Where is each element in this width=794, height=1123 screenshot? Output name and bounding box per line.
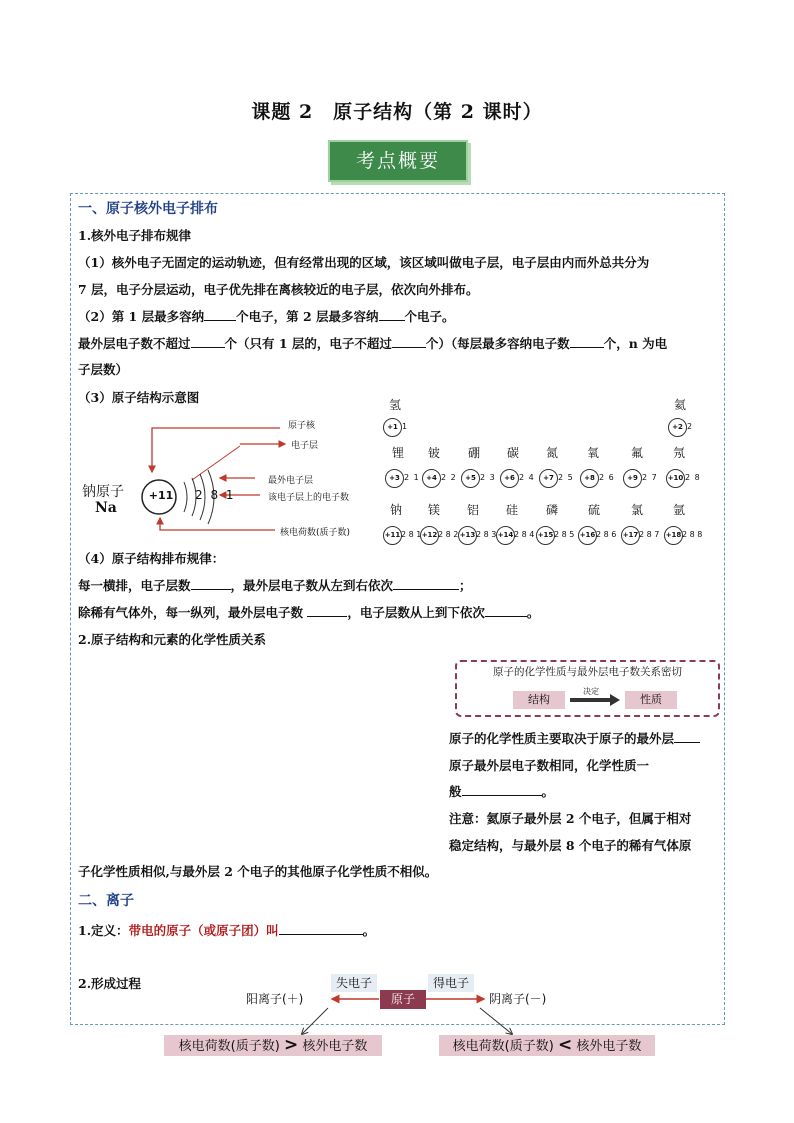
element-name: 铝 bbox=[466, 503, 479, 517]
blank-2[interactable] bbox=[379, 320, 405, 321]
element-nucleus: +17 bbox=[621, 526, 640, 545]
sodium-name: 钠原子 bbox=[82, 484, 124, 500]
element-shells: 2 4 bbox=[519, 473, 535, 482]
element-nucleus: +13 bbox=[458, 526, 477, 545]
element-shells: 2 6 bbox=[599, 473, 615, 482]
element-name: 硫 bbox=[587, 503, 600, 517]
element-nucleus: +7 bbox=[539, 469, 558, 488]
blank-5[interactable] bbox=[570, 347, 604, 348]
element-nucleus: +8 bbox=[580, 469, 599, 488]
label-electron-count: 该电子层上的电子数 bbox=[268, 493, 350, 503]
element-name: 氖 bbox=[672, 446, 685, 460]
paragraph-2: （2）第 1 层最多容纳 个电子，第 2 层最多容纳 个电子。 bbox=[78, 309, 455, 324]
element-name: 镁 bbox=[427, 503, 440, 517]
gain-electron-label: 得电子 bbox=[428, 974, 474, 992]
ion-definition: 1.定义：带电的原子（或原子团）叫 。 bbox=[78, 923, 376, 938]
element-shells: 2 8 3 bbox=[476, 530, 497, 539]
paragraph-3: 最外层电子数不超过 个（只有 1 层的，电子不超过 个）（每层最多容纳电子数 个，n 为电 bbox=[78, 336, 668, 351]
element-shells: 2 8 4 bbox=[514, 530, 535, 539]
decide-arrow bbox=[570, 694, 622, 706]
blank-8[interactable] bbox=[307, 616, 347, 617]
element-shells: 2 bbox=[687, 422, 694, 431]
paragraph-1a: （1）核外电子无固定的运动轨迹，但有经常出现的区域，该区域叫做电子层，电子层由内而外总共分为 bbox=[78, 255, 650, 270]
sodium-nucleus: +11 bbox=[148, 489, 174, 502]
element-name: 磷 bbox=[545, 503, 558, 517]
blank-6[interactable] bbox=[191, 589, 231, 590]
paragraph-q6: 子化学性质相似,与最外层 2 个电子的其他原子化学性质不相似。 bbox=[78, 864, 438, 879]
blank-1[interactable] bbox=[204, 320, 236, 321]
element-nucleus: +15 bbox=[536, 526, 555, 545]
element-nucleus: +18 bbox=[664, 526, 683, 545]
element-nucleus: +5 bbox=[461, 469, 480, 488]
structure-box: 结构 bbox=[513, 691, 565, 709]
element-nucleus: +6 bbox=[500, 469, 519, 488]
label-nuclear-charge: 核电荷数(质子数) bbox=[280, 528, 351, 538]
element-name: 氦 bbox=[673, 398, 686, 412]
element-nucleus: +10 bbox=[666, 469, 685, 488]
element-shells: 2 8 7 bbox=[639, 530, 660, 539]
section1-heading: 一、原子核外电子排布 bbox=[78, 201, 218, 217]
element-nucleus: +11 bbox=[383, 526, 402, 545]
paragraph-q3: 般 。 bbox=[449, 784, 555, 799]
lose-electron-label: 失电子 bbox=[331, 974, 377, 992]
element-name: 氮 bbox=[545, 446, 558, 460]
element-name: 碳 bbox=[506, 446, 519, 460]
element-name: 氟 bbox=[630, 446, 643, 460]
blank-10[interactable] bbox=[674, 742, 700, 743]
element-name: 氩 bbox=[672, 503, 685, 517]
element-nucleus: +2 bbox=[668, 418, 687, 437]
property-box: 性质 bbox=[625, 691, 677, 709]
element-shells: 2 8 2 bbox=[438, 530, 459, 539]
atom-box: 原子 bbox=[380, 990, 426, 1009]
element-shells: 2 8 1 bbox=[401, 530, 422, 539]
section2-heading: 二、离子 bbox=[78, 893, 134, 909]
element-nucleus: +14 bbox=[496, 526, 515, 545]
element-name: 硼 bbox=[467, 446, 480, 460]
sub-heading-2: 2.原子结构和元素的化学性质关系 bbox=[78, 632, 267, 647]
cation-label: 阳离子(＋) bbox=[246, 992, 304, 1006]
element-shells: 2 8 bbox=[685, 473, 701, 482]
paragraph-q1: 原子的化学性质主要取决于原子的最外层 bbox=[449, 731, 700, 747]
sodium-symbol: Na bbox=[95, 500, 117, 516]
paragraph-1b: 7 层，电子分层运动，电子优先排在离核较近的电子层，依次向外排布。 bbox=[78, 282, 479, 297]
element-nucleus: +1 bbox=[383, 418, 402, 437]
element-name: 硅 bbox=[505, 503, 518, 517]
anion-relation-box: 核电荷数(质子数) < 核外电子数 bbox=[439, 1035, 655, 1056]
element-shells: 1 bbox=[402, 422, 409, 431]
blank-11[interactable] bbox=[462, 795, 542, 796]
decide-label: 决定 bbox=[583, 687, 599, 696]
element-shells: 2 8 8 bbox=[682, 530, 703, 539]
formation-heading: 2.形成过程 bbox=[78, 976, 142, 991]
element-shells: 2 2 bbox=[441, 473, 457, 482]
blank-4[interactable] bbox=[392, 347, 426, 348]
element-name: 铍 bbox=[427, 446, 440, 460]
cation-relation-box: 核电荷数(质子数) > 核外电子数 bbox=[164, 1035, 382, 1056]
label-outer-shell: 最外电子层 bbox=[268, 476, 314, 486]
label-shell: 电子层 bbox=[291, 441, 319, 451]
paragraph-q5: 稳定结构，与最外层 8 个电子的稀有气体原 bbox=[449, 838, 692, 853]
element-name: 氢 bbox=[388, 398, 401, 412]
element-shells: 2 1 bbox=[404, 473, 420, 482]
ion-formation-arrows bbox=[290, 990, 520, 1038]
paragraph-7: 除稀有气体外，每一纵列，最外层电子数 ，电子层数从上到下依次 。 bbox=[78, 605, 540, 620]
section-banner: 考点概要 bbox=[328, 140, 468, 182]
element-nucleus: +12 bbox=[420, 526, 439, 545]
paragraph-q2: 原子最外层电子数相同，化学性质一 bbox=[449, 758, 650, 773]
relation-box-title: 原子的化学性质与最外层电子数关系密切 bbox=[493, 666, 682, 678]
element-nucleus: +9 bbox=[623, 469, 642, 488]
element-shells: 2 3 bbox=[480, 473, 496, 482]
element-shells: 2 7 bbox=[642, 473, 658, 482]
element-nucleus: +16 bbox=[578, 526, 597, 545]
blank-9[interactable] bbox=[485, 616, 527, 617]
element-name: 氧 bbox=[586, 446, 599, 460]
page-title: 课题 2 原子结构（第 2 课时） bbox=[251, 101, 543, 123]
anion-label: 阴离子(－) bbox=[489, 992, 547, 1006]
paragraph-6: 每一横排，电子层数 ，最外层电子数从左到右依次 ； bbox=[78, 578, 472, 593]
label-nucleus: 原子核 bbox=[288, 421, 316, 431]
element-shells: 2 8 6 bbox=[596, 530, 617, 539]
paragraph-q4: 注意：氦原子最外层 2 个电子，但属于相对 bbox=[449, 811, 692, 826]
element-nucleus: +4 bbox=[422, 469, 441, 488]
element-shells: 2 5 bbox=[558, 473, 574, 482]
paragraph-4: （3）原子结构示意图 bbox=[78, 390, 200, 405]
blank-3[interactable] bbox=[191, 347, 225, 348]
element-name: 氯 bbox=[630, 503, 643, 517]
element-name: 钠 bbox=[389, 503, 402, 517]
sodium-shells: 2 8 1 bbox=[195, 488, 236, 502]
blank-7[interactable] bbox=[393, 589, 459, 590]
blank-12[interactable] bbox=[279, 934, 363, 935]
sub-heading-1: 1.核外电子排布规律 bbox=[78, 228, 192, 243]
paragraph-5: （4）原子结构排布规律： bbox=[78, 551, 225, 566]
element-name: 锂 bbox=[391, 446, 404, 460]
paragraph-3b: 子层数） bbox=[78, 362, 129, 377]
element-shells: 2 8 5 bbox=[554, 530, 575, 539]
element-nucleus: +3 bbox=[385, 469, 404, 488]
